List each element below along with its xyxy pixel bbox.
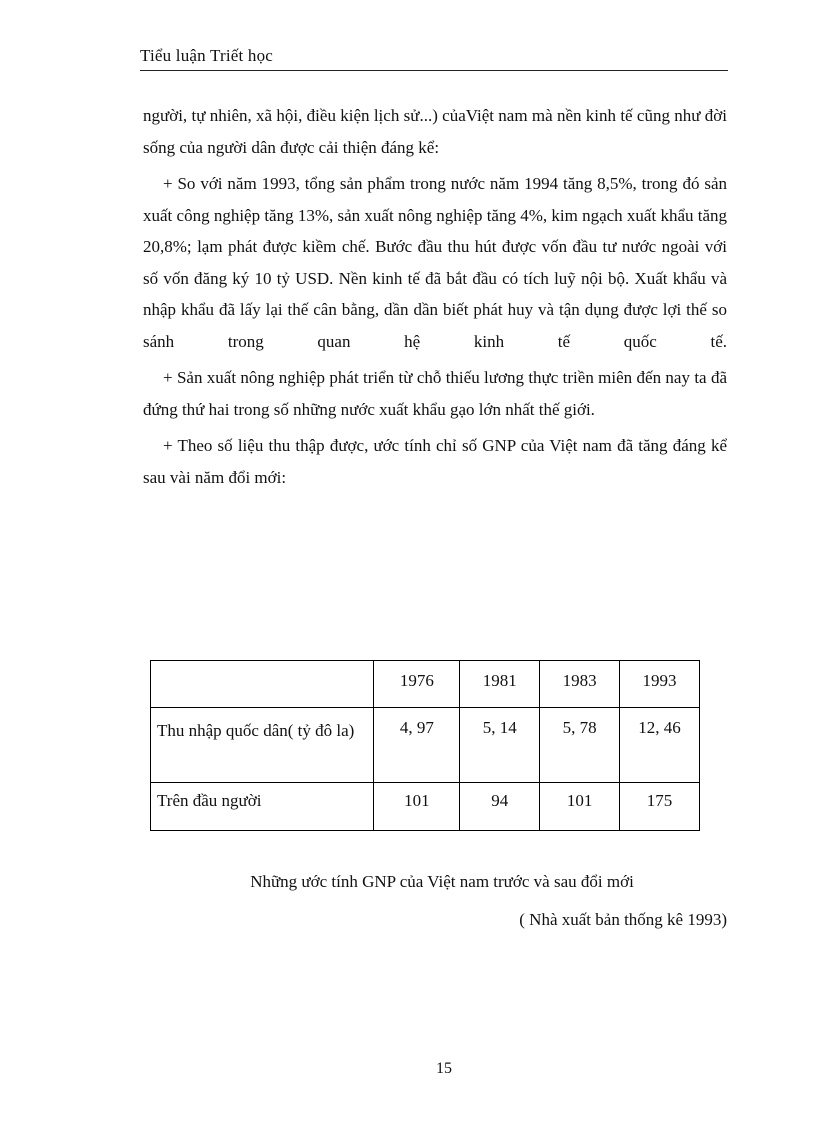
paragraph-4: + Theo số liệu thu thập được, ước tính chỉ số GNP của Việt nam đã tăng đáng kể sau vài năm đổi mới: xyxy=(143,436,727,487)
row-label: Thu nhập quốc dân( tỷ đô la) xyxy=(151,708,374,783)
year-header: 1993 xyxy=(620,661,700,708)
paragraph-2: + So với năm 1993, tổng sản phẩm trong nước năm 1994 tăng 8,5%, trong đó sản xuất công nghiệp tăng 13%, sản xuất nông nghiệp tăng 4%, kim ngạch xuất khẩu tăng 20,8%; lạm phát được kiềm chế. Bước đầu thu hút được vốn đầu tư nước ngoài với số vốn đăng ký 10 tỷ USD. Nền kinh tế đã bắt đầu có tích luỹ nội bộ. Xuất khẩu và nhập khẩu đã lấy lại thế cân bằng, dần dần biết phát huy và tận dụng được lợi thế so sánh trong quan hệ kinh tế quốc tế. xyxy=(143,174,728,351)
paragraph-3: + Sản xuất nông nghiệp phát triển từ chỗ thiếu lương thực triền miên đến nay ta đã đứng thứ hai trong số những nước xuất khẩu gạo lớn nhất thế giới. xyxy=(143,368,727,419)
table-cell: 94 xyxy=(460,783,540,831)
table-cell: 12, 46 xyxy=(620,708,700,783)
table-cell: 5, 78 xyxy=(540,708,620,783)
table-header-row xyxy=(151,661,700,708)
table-caption: Những ước tính GNP của Việt nam trước và sau đổi mới xyxy=(250,872,634,891)
table-row xyxy=(151,708,700,783)
table-cell: 101 xyxy=(540,783,620,831)
paragraph-1: người, tự nhiên, xã hội, điều kiện lịch sử...) củaViệt nam mà nền kinh tế cũng như đời sống của người dân được cải thiện đáng kể: xyxy=(143,106,727,157)
table-row xyxy=(151,783,700,831)
table-cell: 4, 97 xyxy=(374,708,460,783)
year-header: 1981 xyxy=(460,661,540,708)
page-number: 15 xyxy=(436,1060,452,1077)
gnp-table xyxy=(150,660,700,831)
row-label: Trên đầu người xyxy=(151,783,374,831)
table-corner-cell xyxy=(151,661,374,708)
table-source: ( Nhà xuất bản thống kê 1993) xyxy=(519,910,727,929)
table-cell: 5, 14 xyxy=(460,708,540,783)
year-header: 1983 xyxy=(540,661,620,708)
body-text xyxy=(143,100,727,493)
table-cell: 101 xyxy=(374,783,460,831)
year-header: 1976 xyxy=(374,661,460,708)
table-cell: 175 xyxy=(620,783,700,831)
page-header: Tiểu luận Triết học xyxy=(140,46,728,71)
